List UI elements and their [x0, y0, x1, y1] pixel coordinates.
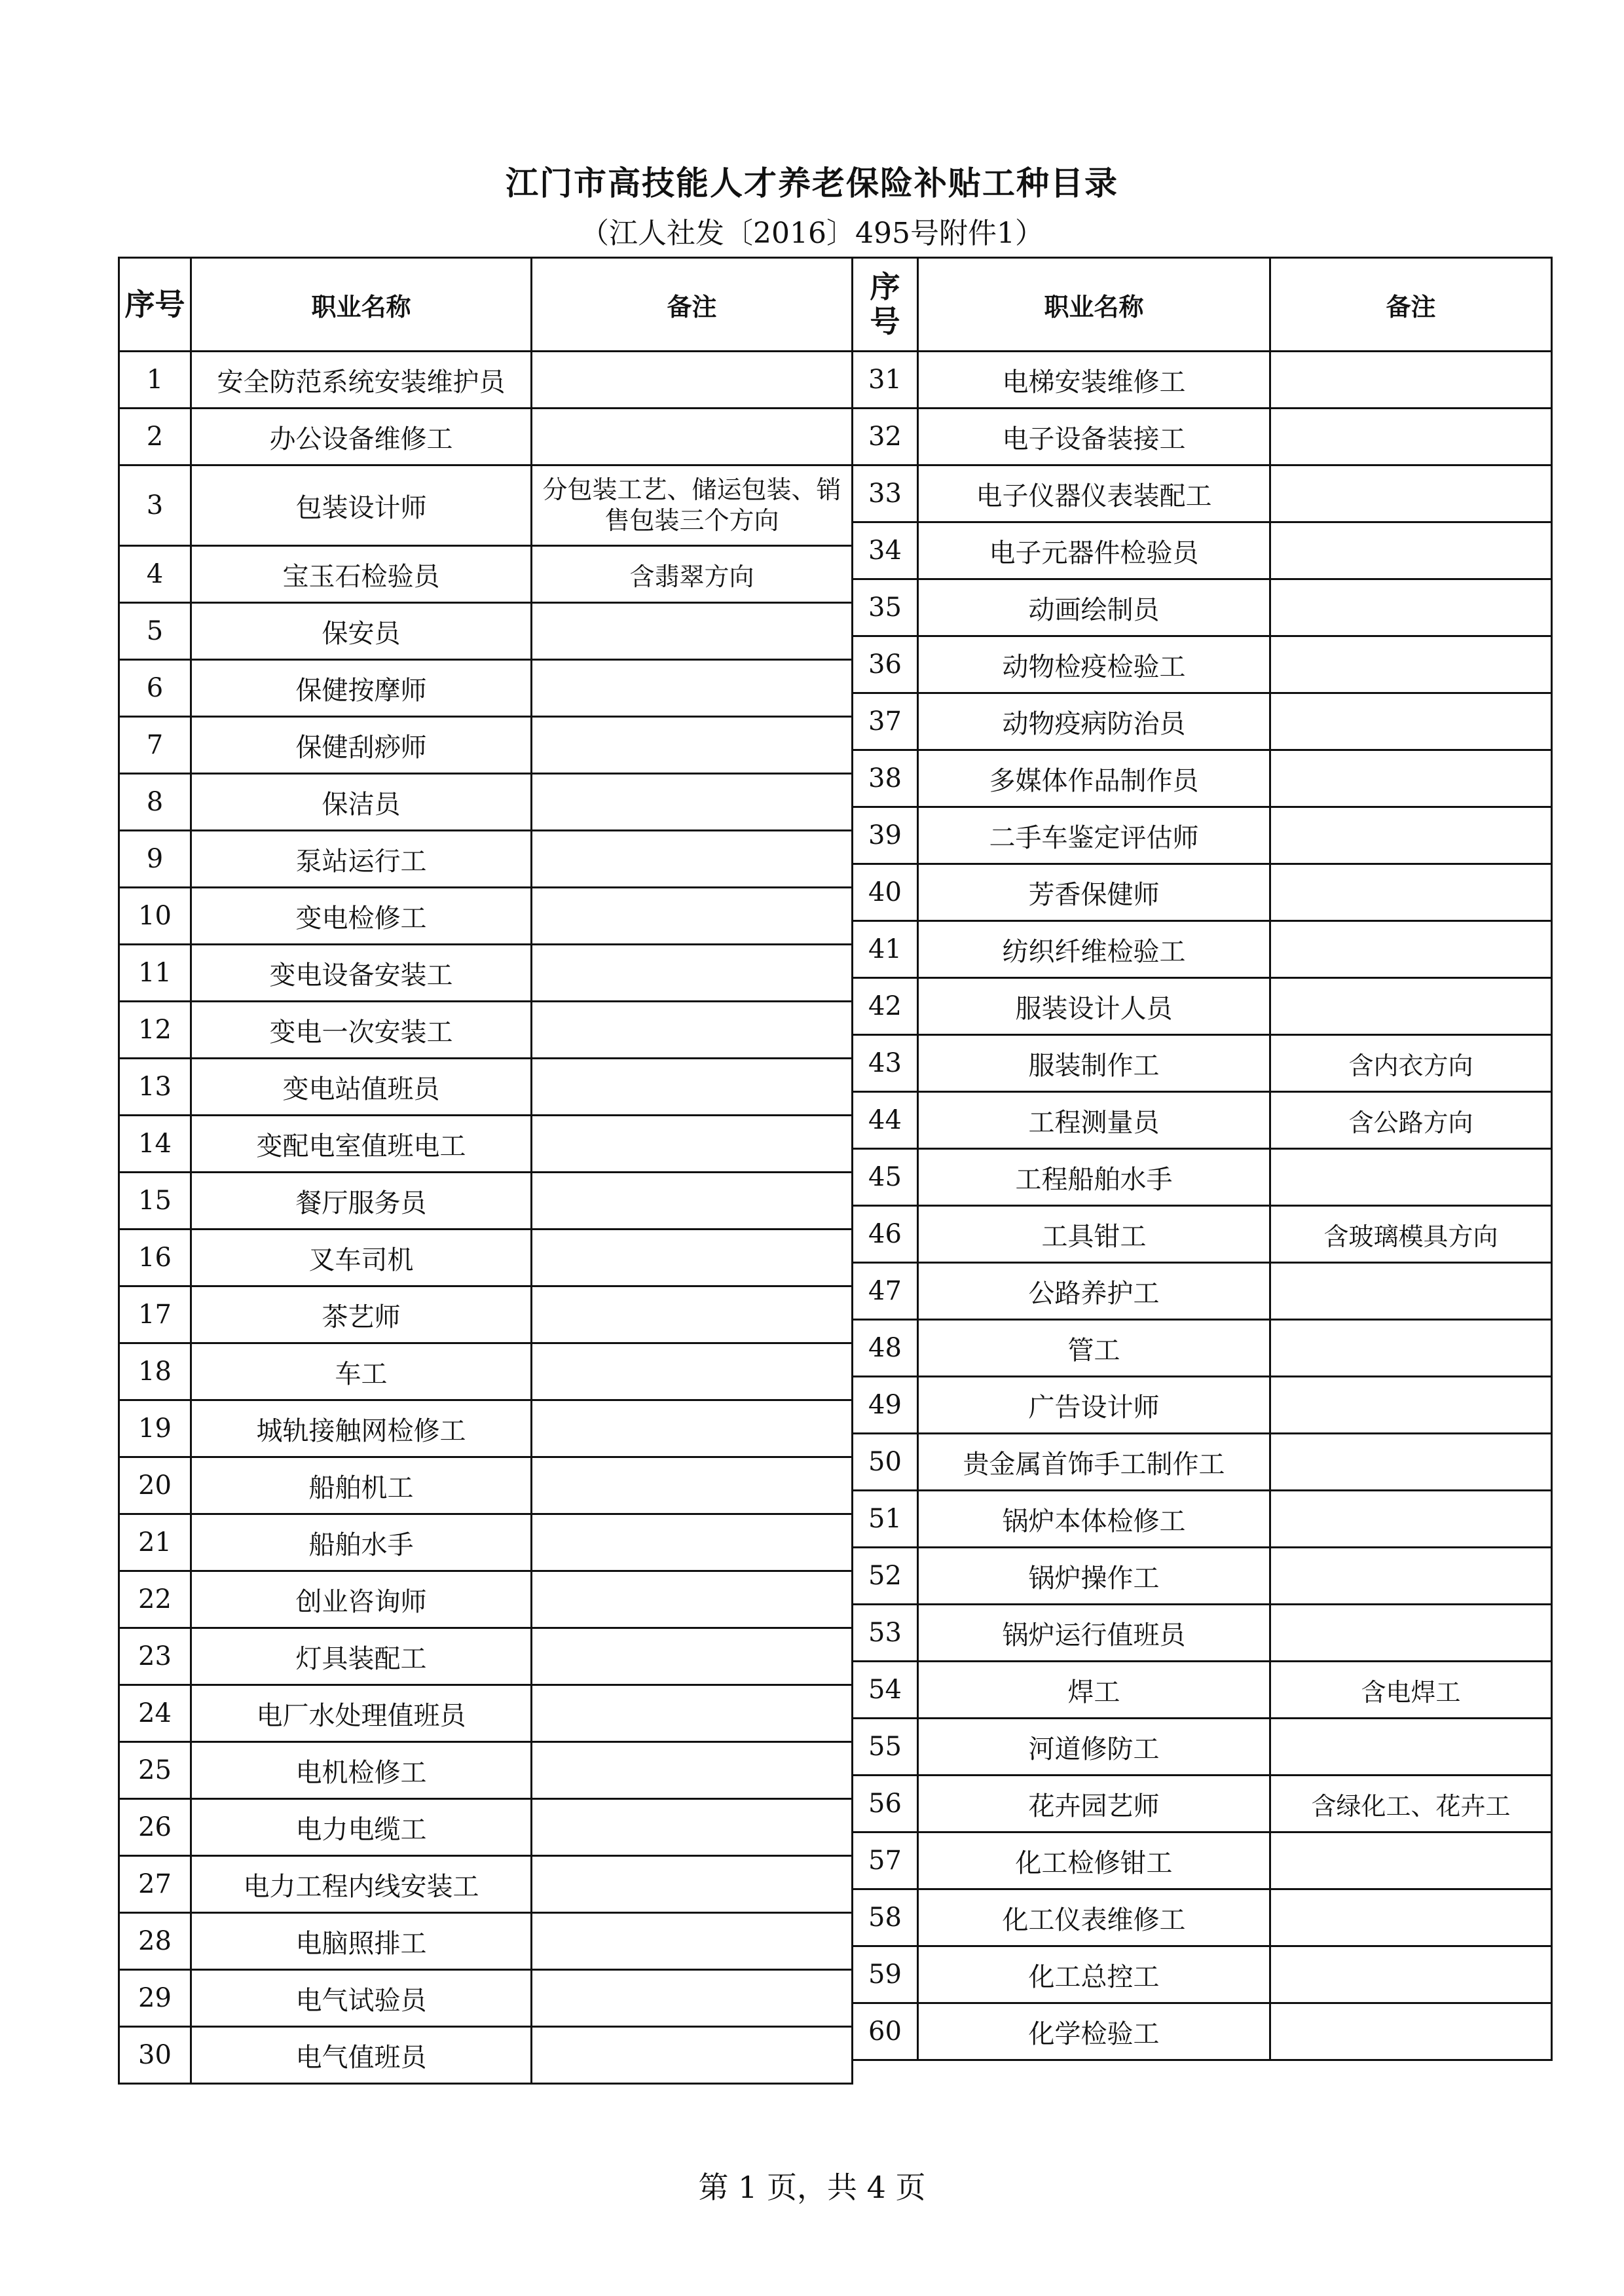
row-occupation-name: 工具钳工	[918, 1206, 1270, 1263]
row-note	[1270, 1548, 1552, 1605]
row-seq: 30	[119, 2027, 191, 2084]
row-note	[1270, 2003, 1552, 2060]
table-row	[853, 1776, 1552, 1832]
row-seq: 53	[853, 1605, 918, 1662]
table-row	[853, 1832, 1552, 1889]
row-occupation-name: 保健刮痧师	[191, 717, 532, 774]
row-occupation-name: 电力电缆工	[191, 1799, 532, 1856]
row-note	[532, 409, 853, 465]
row-occupation-name: 芳香保健师	[918, 864, 1270, 921]
table-row	[853, 409, 1552, 465]
row-note	[532, 1116, 853, 1173]
row-seq: 28	[119, 1913, 191, 1970]
document-title: 江门市高技能人才养老保险补贴工种目录	[506, 164, 1118, 202]
header-occupation-name: 职业名称	[918, 258, 1270, 352]
table-row	[119, 1173, 853, 1230]
occupation-table-left	[118, 257, 853, 2085]
row-note	[1270, 1946, 1552, 2003]
row-seq: 34	[853, 522, 918, 579]
table-row	[853, 1035, 1552, 1092]
table-row	[853, 1320, 1552, 1377]
table-row	[853, 693, 1552, 750]
table-header-row	[853, 258, 1552, 352]
row-note	[532, 603, 853, 660]
row-seq: 46	[853, 1206, 918, 1263]
row-occupation-name: 锅炉运行值班员	[918, 1605, 1270, 1662]
row-seq: 16	[119, 1230, 191, 1286]
table-row	[853, 1092, 1552, 1149]
row-note	[1270, 1377, 1552, 1434]
header-note: 备注	[532, 258, 853, 352]
row-note	[532, 660, 853, 717]
row-note	[532, 1457, 853, 1514]
row-seq: 24	[119, 1685, 191, 1742]
row-occupation-name: 化学检验工	[918, 2003, 1270, 2060]
row-seq: 56	[853, 1776, 918, 1832]
row-seq: 39	[853, 807, 918, 864]
table-row	[119, 1571, 853, 1628]
table-row	[853, 807, 1552, 864]
table-header-row	[119, 258, 853, 352]
row-note	[532, 1628, 853, 1685]
row-occupation-name: 花卉园艺师	[918, 1776, 1270, 1832]
row-occupation-name: 动物检疫检验工	[918, 636, 1270, 693]
row-note	[532, 1856, 853, 1913]
row-occupation-name: 变电检修工	[191, 888, 532, 945]
row-seq: 17	[119, 1286, 191, 1343]
row-note	[1270, 1491, 1552, 1548]
table-row	[853, 1889, 1552, 1946]
row-seq: 22	[119, 1571, 191, 1628]
row-occupation-name: 多媒体作品制作员	[918, 750, 1270, 807]
row-seq: 58	[853, 1889, 918, 1946]
row-seq: 1	[119, 352, 191, 409]
row-note	[532, 1059, 853, 1116]
row-note	[532, 1002, 853, 1059]
row-seq: 11	[119, 945, 191, 1002]
row-note	[532, 945, 853, 1002]
row-seq: 4	[119, 546, 191, 603]
row-occupation-name: 服装制作工	[918, 1035, 1270, 1092]
row-seq: 55	[853, 1719, 918, 1776]
row-note	[1270, 1434, 1552, 1491]
row-note	[1270, 522, 1552, 579]
row-occupation-name: 电气值班员	[191, 2027, 532, 2084]
row-seq: 60	[853, 2003, 918, 2060]
row-seq: 33	[853, 465, 918, 522]
row-note	[1270, 579, 1552, 636]
row-seq: 7	[119, 717, 191, 774]
row-occupation-name: 包装设计师	[191, 465, 532, 546]
table-row	[853, 1377, 1552, 1434]
header-occupation-name: 职业名称	[191, 258, 532, 352]
row-seq: 38	[853, 750, 918, 807]
table-row	[119, 409, 853, 465]
row-seq: 27	[119, 1856, 191, 1913]
table-row	[119, 603, 853, 660]
table-row	[119, 1457, 853, 1514]
row-occupation-name: 车工	[191, 1343, 532, 1400]
row-note	[532, 1742, 853, 1799]
table-row	[119, 2027, 853, 2084]
row-occupation-name: 化工检修钳工	[918, 1832, 1270, 1889]
table-row	[119, 1685, 853, 1742]
row-seq: 15	[119, 1173, 191, 1230]
row-occupation-name: 城轨接触网检修工	[191, 1400, 532, 1457]
row-occupation-name: 保安员	[191, 603, 532, 660]
row-seq: 49	[853, 1377, 918, 1434]
row-note	[1270, 465, 1552, 522]
row-note	[1270, 750, 1552, 807]
row-note	[532, 1400, 853, 1457]
row-note	[532, 888, 853, 945]
row-seq: 44	[853, 1092, 918, 1149]
row-occupation-name: 电梯安装维修工	[918, 352, 1270, 409]
table-row	[853, 1605, 1552, 1662]
row-occupation-name: 电子设备装接工	[918, 409, 1270, 465]
row-occupation-name: 化工总控工	[918, 1946, 1270, 2003]
table-row	[119, 1230, 853, 1286]
table-row	[119, 1116, 853, 1173]
row-note	[532, 1230, 853, 1286]
row-occupation-name: 电脑照排工	[191, 1913, 532, 1970]
row-note	[532, 1685, 853, 1742]
row-seq: 40	[853, 864, 918, 921]
row-occupation-name: 电力工程内线安装工	[191, 1856, 532, 1913]
row-note	[532, 831, 853, 888]
row-seq: 18	[119, 1343, 191, 1400]
row-occupation-name: 电气试验员	[191, 1970, 532, 2027]
table-row	[119, 1059, 853, 1116]
row-note	[1270, 864, 1552, 921]
row-seq: 51	[853, 1491, 918, 1548]
table-row	[119, 1343, 853, 1400]
row-note	[532, 1913, 853, 1970]
header-note: 备注	[1270, 258, 1552, 352]
row-occupation-name: 办公设备维修工	[191, 409, 532, 465]
row-note	[532, 2027, 853, 2084]
row-seq: 21	[119, 1514, 191, 1571]
row-seq: 59	[853, 1946, 918, 2003]
row-occupation-name: 餐厅服务员	[191, 1173, 532, 1230]
row-occupation-name: 船舶水手	[191, 1514, 532, 1571]
row-note	[1270, 1320, 1552, 1377]
row-note	[532, 717, 853, 774]
row-seq: 57	[853, 1832, 918, 1889]
row-seq: 10	[119, 888, 191, 945]
table-row	[119, 660, 853, 717]
row-seq: 32	[853, 409, 918, 465]
table-row	[119, 831, 853, 888]
table-row	[853, 1263, 1552, 1320]
row-occupation-name: 管工	[918, 1320, 1270, 1377]
row-note	[532, 774, 853, 831]
row-note	[1270, 807, 1552, 864]
row-seq: 3	[119, 465, 191, 546]
row-note	[532, 1286, 853, 1343]
table-row	[853, 1206, 1552, 1263]
table-row	[119, 1400, 853, 1457]
row-note: 分包装工艺、储运包装、销售包装三个方向	[532, 465, 853, 546]
header-seq: 序号	[119, 258, 191, 352]
occupation-table-right	[851, 257, 1553, 2061]
row-occupation-name: 茶艺师	[191, 1286, 532, 1343]
table-body-right	[853, 352, 1552, 2060]
table-row	[853, 1149, 1552, 1206]
row-occupation-name: 工程船舶水手	[918, 1149, 1270, 1206]
row-seq: 48	[853, 1320, 918, 1377]
row-occupation-name: 灯具装配工	[191, 1628, 532, 1685]
table-row	[119, 717, 853, 774]
row-note: 含电焊工	[1270, 1662, 1552, 1719]
row-seq: 20	[119, 1457, 191, 1514]
row-occupation-name: 公路养护工	[918, 1263, 1270, 1320]
row-note	[1270, 1263, 1552, 1320]
row-note	[532, 1571, 853, 1628]
row-seq: 2	[119, 409, 191, 465]
row-note	[532, 352, 853, 409]
row-note	[1270, 409, 1552, 465]
row-note	[532, 1799, 853, 1856]
row-note	[1270, 1719, 1552, 1776]
table-row	[119, 546, 853, 603]
table-row	[119, 1913, 853, 1970]
row-note: 含翡翠方向	[532, 546, 853, 603]
table-row	[119, 945, 853, 1002]
row-occupation-name: 动画绘制员	[918, 579, 1270, 636]
row-note: 含玻璃模具方向	[1270, 1206, 1552, 1263]
row-occupation-name: 锅炉本体检修工	[918, 1491, 1270, 1548]
header-seq: 序号	[853, 258, 918, 352]
row-note: 含公路方向	[1270, 1092, 1552, 1149]
row-seq: 45	[853, 1149, 918, 1206]
table-row	[853, 522, 1552, 579]
table-row	[853, 579, 1552, 636]
row-note: 含绿化工、花卉工	[1270, 1776, 1552, 1832]
row-note	[1270, 978, 1552, 1035]
table-row	[853, 636, 1552, 693]
row-occupation-name: 服装设计人员	[918, 978, 1270, 1035]
row-occupation-name: 焊工	[918, 1662, 1270, 1719]
row-occupation-name: 锅炉操作工	[918, 1548, 1270, 1605]
row-seq: 5	[119, 603, 191, 660]
row-note	[1270, 693, 1552, 750]
table-row	[853, 750, 1552, 807]
row-seq: 42	[853, 978, 918, 1035]
row-seq: 35	[853, 579, 918, 636]
row-seq: 36	[853, 636, 918, 693]
row-occupation-name: 船舶机工	[191, 1457, 532, 1514]
row-occupation-name: 变电站值班员	[191, 1059, 532, 1116]
row-seq: 29	[119, 1970, 191, 2027]
row-occupation-name: 电子仪器仪表装配工	[918, 465, 1270, 522]
row-note	[532, 1343, 853, 1400]
table-row	[853, 2003, 1552, 2060]
row-seq: 43	[853, 1035, 918, 1092]
row-occupation-name: 泵站运行工	[191, 831, 532, 888]
row-occupation-name: 保洁员	[191, 774, 532, 831]
row-seq: 52	[853, 1548, 918, 1605]
table-row	[119, 1856, 853, 1913]
table-row	[853, 1434, 1552, 1491]
table-body-left	[119, 352, 853, 2084]
row-seq: 31	[853, 352, 918, 409]
page-footer: 第 1 页，共 4 页	[698, 2170, 926, 2205]
table-row	[853, 465, 1552, 522]
row-occupation-name: 动物疫病防治员	[918, 693, 1270, 750]
table-row	[119, 774, 853, 831]
row-seq: 13	[119, 1059, 191, 1116]
table-row	[119, 1742, 853, 1799]
row-occupation-name: 变电设备安装工	[191, 945, 532, 1002]
table-row	[853, 1548, 1552, 1605]
row-note	[1270, 1149, 1552, 1206]
row-note	[532, 1173, 853, 1230]
row-seq: 26	[119, 1799, 191, 1856]
row-note	[532, 1514, 853, 1571]
row-occupation-name: 安全防范系统安装维护员	[191, 352, 532, 409]
row-seq: 8	[119, 774, 191, 831]
table-row	[853, 1719, 1552, 1776]
row-note	[1270, 352, 1552, 409]
table-row	[119, 1286, 853, 1343]
row-seq: 9	[119, 831, 191, 888]
table-row	[853, 1946, 1552, 2003]
row-occupation-name: 二手车鉴定评估师	[918, 807, 1270, 864]
table-row	[119, 1970, 853, 2027]
row-seq: 37	[853, 693, 918, 750]
row-note	[1270, 1889, 1552, 1946]
row-occupation-name: 宝玉石检验员	[191, 546, 532, 603]
row-occupation-name: 电子元器件检验员	[918, 522, 1270, 579]
row-note: 含内衣方向	[1270, 1035, 1552, 1092]
row-note	[1270, 636, 1552, 693]
table-row	[119, 1628, 853, 1685]
row-seq: 50	[853, 1434, 918, 1491]
row-note	[1270, 921, 1552, 978]
row-seq: 25	[119, 1742, 191, 1799]
row-note	[532, 1970, 853, 2027]
row-occupation-name: 叉车司机	[191, 1230, 532, 1286]
row-seq: 41	[853, 921, 918, 978]
table-row	[119, 352, 853, 409]
table-row	[119, 1514, 853, 1571]
row-occupation-name: 变电一次安装工	[191, 1002, 532, 1059]
table-row	[119, 1002, 853, 1059]
row-occupation-name: 创业咨询师	[191, 1571, 532, 1628]
row-seq: 19	[119, 1400, 191, 1457]
row-seq: 23	[119, 1628, 191, 1685]
table-row	[119, 465, 853, 546]
table-row	[853, 978, 1552, 1035]
row-occupation-name: 贵金属首饰手工制作工	[918, 1434, 1270, 1491]
table-row	[119, 1799, 853, 1856]
row-occupation-name: 纺织纤维检验工	[918, 921, 1270, 978]
row-seq: 14	[119, 1116, 191, 1173]
row-occupation-name: 电厂水处理值班员	[191, 1685, 532, 1742]
table-row	[119, 888, 853, 945]
row-occupation-name: 电机检修工	[191, 1742, 532, 1799]
table-row	[853, 1491, 1552, 1548]
row-occupation-name: 变配电室值班电工	[191, 1116, 532, 1173]
row-seq: 54	[853, 1662, 918, 1719]
document-subtitle: （江人社发〔2016〕495号附件1）	[580, 217, 1044, 250]
row-note	[1270, 1605, 1552, 1662]
row-occupation-name: 河道修防工	[918, 1719, 1270, 1776]
table-row	[853, 352, 1552, 409]
row-occupation-name: 保健按摩师	[191, 660, 532, 717]
table-row	[853, 864, 1552, 921]
row-seq: 47	[853, 1263, 918, 1320]
row-seq: 12	[119, 1002, 191, 1059]
table-row	[853, 1662, 1552, 1719]
row-occupation-name: 广告设计师	[918, 1377, 1270, 1434]
row-occupation-name: 化工仪表维修工	[918, 1889, 1270, 1946]
row-occupation-name: 工程测量员	[918, 1092, 1270, 1149]
table-row	[853, 921, 1552, 978]
row-seq: 6	[119, 660, 191, 717]
row-note	[1270, 1832, 1552, 1889]
